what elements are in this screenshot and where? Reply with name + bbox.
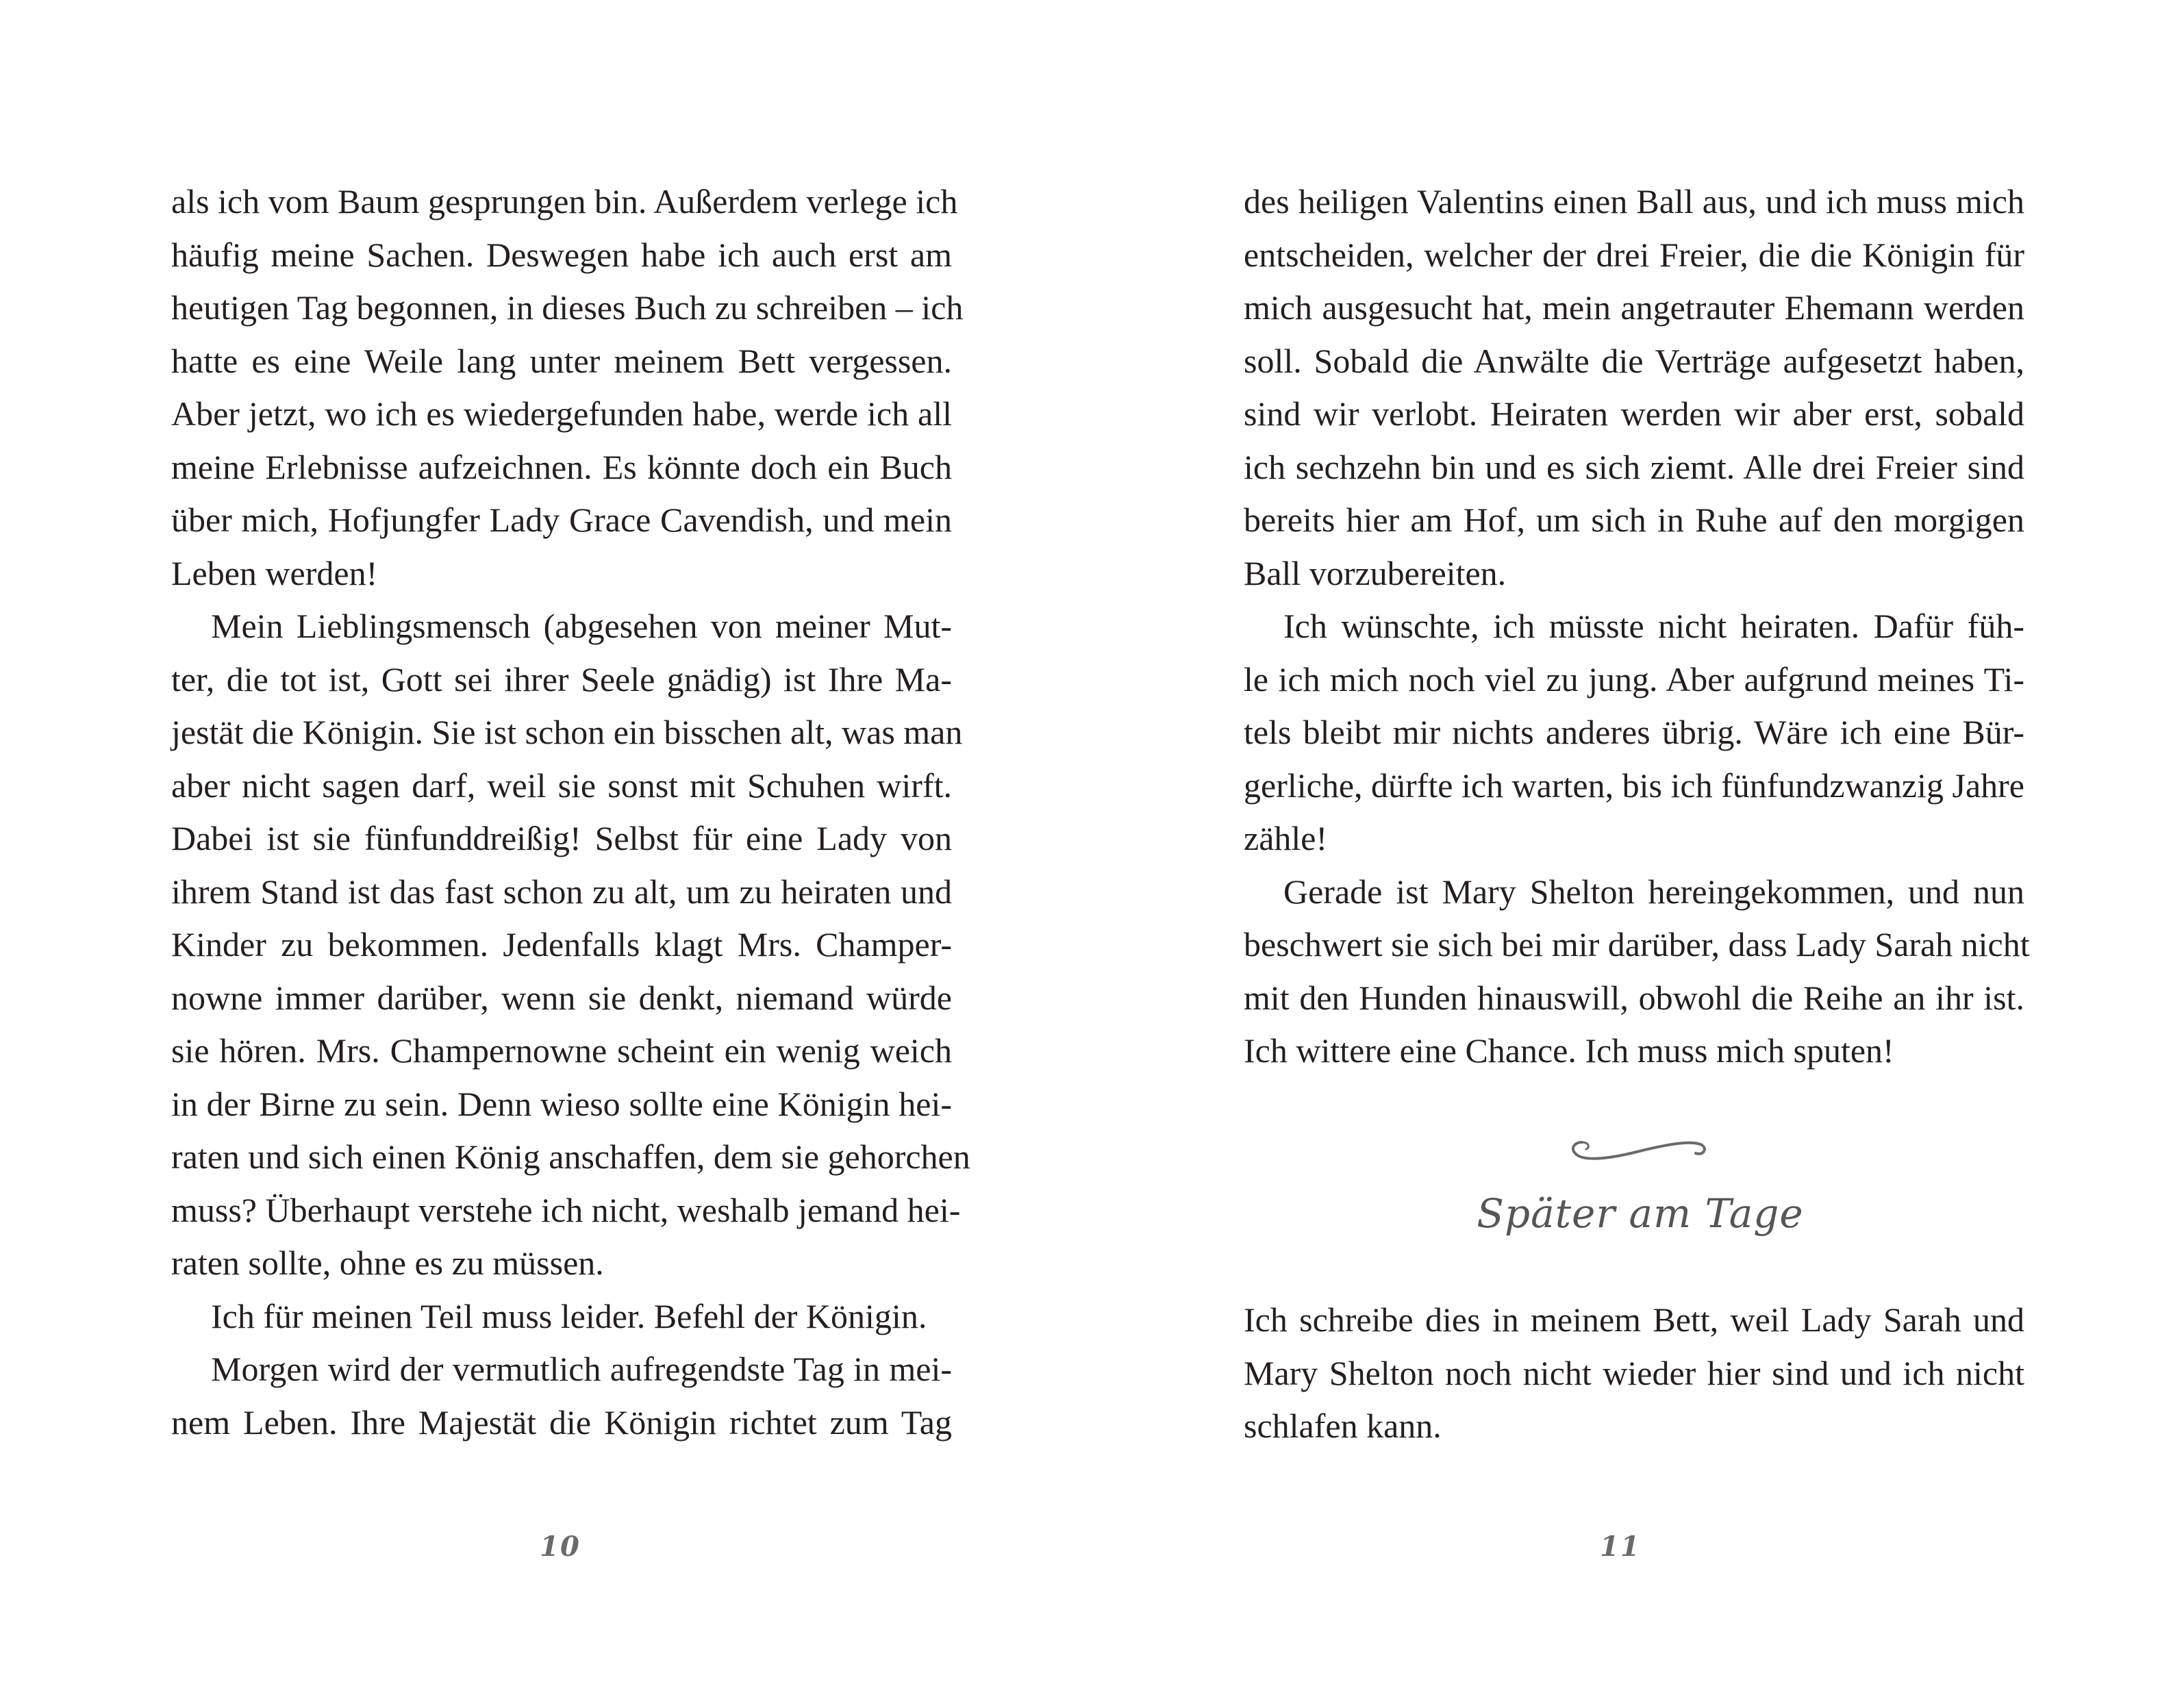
right-page-text: [1244, 175, 2030, 1078]
text-line: als ich vom Baum gesprungen bin. Außerdem verlege ich: [171, 182, 958, 221]
text-line: häufig meine Sachen. Deswegen habe ich auch erst am: [171, 235, 952, 274]
text-line: schlafen kann.: [1244, 1407, 1442, 1445]
text-line: jestät die Königin. Sie ist schon ein bisschen alt, was man: [171, 713, 963, 751]
text-line: gerliche, dürfte ich warten, bis ich fünfundzwanzig Jahre: [1244, 766, 2024, 805]
text-line: mit den Hunden hinauswill, obwohl die Reihe an ihr ist.: [1244, 978, 2024, 1017]
text-line: le ich mich noch viel zu jung. Aber aufgrund meines Ti-: [1244, 659, 2024, 699]
section-heading: Später am Tage: [1477, 1190, 1804, 1237]
text-line: zähle!: [1244, 819, 1328, 857]
text-line: ich sechzehn bin und es sich ziemt. Alle drei Freier sind: [1244, 447, 2024, 486]
page-number: 11: [1600, 1531, 1641, 1563]
text-line: Mein Lieblingsmensch (abgesehen von meiner Mut-: [211, 607, 952, 645]
text-line: Dabei ist sie fünfunddreißig! Selbst für eine Lady von: [171, 819, 952, 857]
text-line: über mich, Hofjungfer Lady Grace Cavendish, und mein: [171, 501, 952, 539]
text-line: nem Leben. Ihre Majestät die Königin richtet zum Tag: [171, 1402, 952, 1442]
text-line: heutigen Tag begonnen, in dieses Buch zu schreiben – ich: [171, 288, 964, 327]
text-line: Ich schreibe dies in meinem Bett, weil Lady Sarah und: [1244, 1300, 2024, 1339]
text-line: raten und sich einen König anschaffen, dem sie gehorchen: [171, 1137, 970, 1176]
text-line: beschwert sie sich bei mir darüber, dass Lady Sarah nicht: [1244, 925, 2030, 964]
text-line: Ich für meinen Teil muss leider. Befehl der Königin.: [211, 1296, 927, 1335]
text-line: Gerade ist Mary Shelton hereingekommen, und nun: [1283, 872, 2024, 911]
text-line: meine Erlebnisse aufzeichnen. Es könnte doch ein Buch: [171, 447, 952, 486]
text-line: raten sollte, ohne es zu müssen.: [171, 1244, 604, 1282]
text-line: Ich wünschte, ich müsste nicht heiraten. Dafür füh-: [1283, 607, 2024, 645]
text-line: sie hören. Mrs. Champernowne scheint ein wenig weich: [171, 1031, 952, 1070]
text-line: ihrem Stand ist das fast schon zu alt, um zu heiraten und: [171, 872, 952, 911]
section-text: [1244, 1294, 2024, 1453]
text-line: nowne immer darüber, wenn sie denkt, niemand würde: [171, 978, 952, 1017]
text-line: entscheiden, welcher der drei Freier, die die Königin für: [1244, 235, 2024, 274]
text-line: Morgen wird der vermutlich aufregendste Tag in mei-: [211, 1350, 952, 1388]
text-line: ter, die tot ist, Gott sei ihrer Seele gnädig) ist Ihre Ma-: [171, 659, 952, 699]
text-line: hatte es eine Weile lang unter meinem Bett vergessen.: [171, 341, 952, 380]
right-page: [1092, 0, 2184, 1699]
text-line: muss? Überhaupt verstehe ich nicht, weshalb jemand hei-: [171, 1190, 961, 1229]
text-line: mich ausgesucht hat, mein angetrauter Ehemann werden: [1244, 288, 2024, 327]
text-line: Kinder zu bekommen. Jedenfalls klagt Mrs. Champer-: [171, 925, 952, 964]
text-line: Ball vorzubereiten.: [1244, 553, 1507, 592]
page-number: 10: [540, 1531, 581, 1563]
text-line: sind wir verlobt. Heiraten werden wir aber erst, sobald: [1244, 394, 2024, 433]
flourish-ornament-icon: [1561, 1131, 1712, 1170]
text-line: aber nicht sagen darf, weil sie sonst mit Schuhen wirft.: [171, 766, 952, 805]
text-line: bereits hier am Hof, um sich in Ruhe auf den morgigen: [1244, 501, 2024, 539]
text-line: Leben werden!: [171, 553, 378, 592]
text-line: Ich wittere eine Chance. Ich muss mich sputen!: [1244, 1031, 1894, 1070]
text-line: tels bleibt mir nichts anderes übrig. Wäre ich eine Bür-: [1244, 713, 2024, 751]
text-line: Mary Shelton noch nicht wieder hier sind und ich nicht: [1244, 1353, 2024, 1392]
text-line: in der Birne zu sein. Denn wieso sollte eine Königin hei-: [171, 1084, 952, 1123]
text-line: soll. Sobald die Anwälte die Verträge aufgesetzt haben,: [1244, 341, 2024, 380]
left-page-text: [171, 175, 970, 1449]
text-line: Aber jetzt, wo ich es wiedergefunden habe, werde ich all: [171, 394, 952, 433]
text-line: des heiligen Valentins einen Ball aus, und ich muss mich: [1244, 182, 2024, 221]
